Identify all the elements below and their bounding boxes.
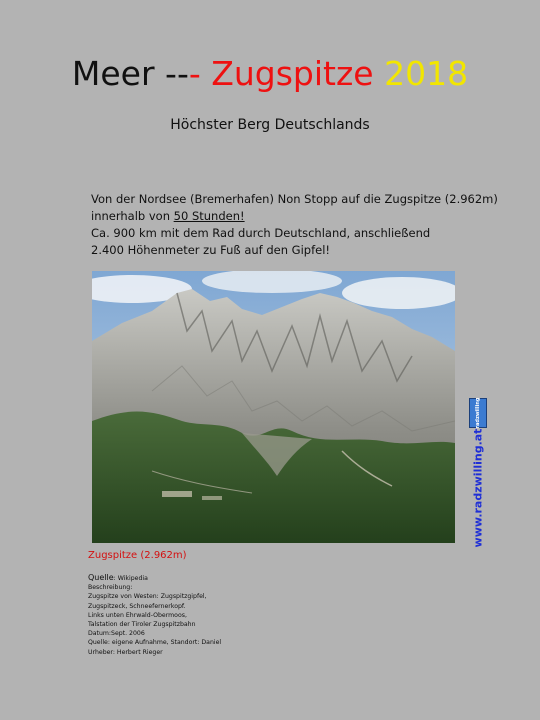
intro-line-2 [91,208,511,225]
source-header [88,573,338,583]
source-block [88,573,338,657]
page-subtitle: Höchster Berg Deutschlands [170,117,370,133]
intro-line-4: 2.400 Höhenmeter zu Fuß auf den Gipfel! [91,243,331,257]
intro-text [91,191,511,259]
photo-caption: Zugspitze (2.962m) [88,550,187,561]
title-part-meer: Meer [71,54,166,93]
source-line: Zugspitze von Westen: Zugspitzgipfel, [88,593,207,601]
mountain-photo [92,271,455,543]
page-title [0,52,540,96]
source-line: Talstation der Tiroler Zugspitzbahn [88,621,196,629]
intro-line-1: Von der Nordsee (Bremerhafen) Non Stopp auf die Zugspitze (2.962m) [91,192,498,206]
intro-line-2-prefix: innerhalb von [91,209,174,223]
source-line: Quelle: eigene Aufnahme, Standort: Daniel [88,639,222,647]
intro-line-3: Ca. 900 km mit dem Rad durch Deutschland, anschließend [91,226,431,240]
title-dash-black: -- [165,54,189,93]
source-line: Links unten Ehrwald-Obermoos, [88,611,187,619]
radzwilling-logo [469,398,487,428]
website-link[interactable]: www.radzwilling.at [471,428,485,548]
source-line: Zugspitzeck, Schneefernerkopf. [88,602,186,610]
logo-text: radzwilling [475,397,481,429]
source-line: Beschreibung: [88,584,133,592]
intro-underlined-hours: 50 Stunden! [173,209,245,223]
source-line: Urheber: Herbert Rieger [88,648,163,656]
source-line: Datum:Sept. 2006 [88,630,145,638]
title-part-year: 2018 [384,54,469,93]
source-label: Quelle [88,573,114,582]
title-part-zugspitze: - Zugspitze [188,54,385,93]
source-value: : Wikipedia [113,575,148,582]
